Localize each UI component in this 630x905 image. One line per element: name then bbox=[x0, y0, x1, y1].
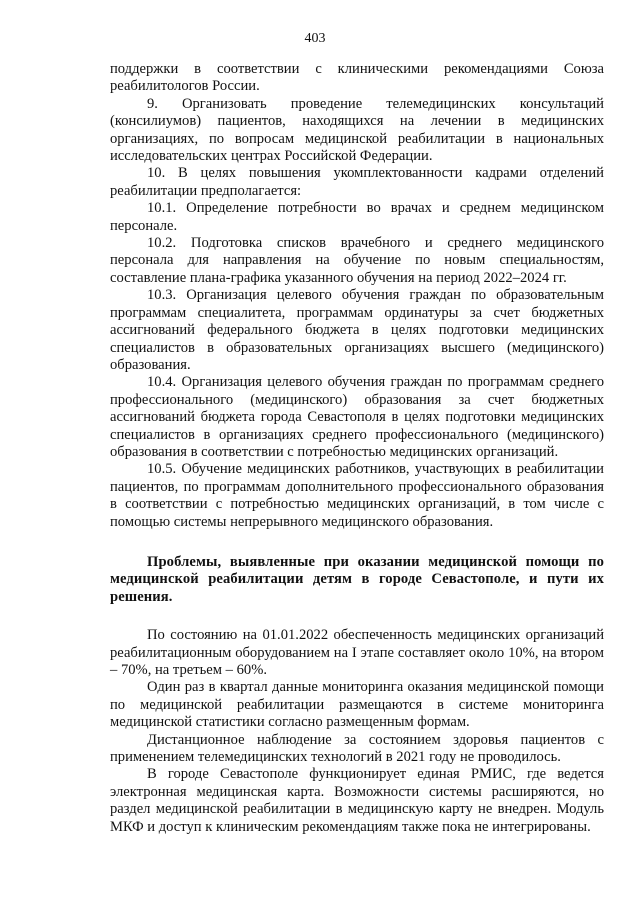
paragraph-item-10-1: 10.1. Определение потребности во врачах и среднем медицинском персонале. bbox=[110, 200, 604, 234]
paragraph-item-10-3: 10.3. Организация целевого обучения граждан по образовательным программам специалитета, программам ординатуры за счет бюджетных ассигнований федерального бюджета в целях подготовки медицинских специалистов в образовательных организациях высшего (медицинского) образования. bbox=[110, 287, 604, 373]
paragraph-item-10-5: 10.5. Обучение медицинских работников, участвующих в реабилитации пациентов, по программам дополнительного профессионального образования в соответствии с потребностью медицинских организаций, в том числе с помощью системы непрерывного медицинского образования. bbox=[110, 461, 604, 530]
paragraph-item-10-2: 10.2. Подготовка списков врачебного и среднего медицинского персонала для направления на обучение по новым специальностям, составление плана-графика указанного обучения на период 2022–2024 гг. bbox=[110, 235, 604, 286]
paragraph-rmis: В городе Севастополе функционирует единая РМИС, где ведется электронная медицинская карта. Возможности системы расширяются, но раздел медицинской реабилитации в медицинскую карту не внедрен. Модуль МКФ и доступ к клиническим рекомендациям также пока не интегрированы. bbox=[110, 766, 604, 835]
section-heading: Проблемы, выявленные при оказании медицинской помощи по медицинской реабилитации детям в городе Севастополе, и пути их решения. bbox=[110, 553, 604, 605]
paragraph-item-10: 10. В целях повышения укомплектованности кадрами отделений реабилитации предполагается: bbox=[110, 165, 604, 199]
paragraph-monitoring: Один раз в квартал данные мониторинга оказания медицинской помощи по медицинской реабилитации размещаются в системе мониторинга медицинской статистики согласно размещенным формам. bbox=[110, 679, 604, 731]
paragraph-remote-observation: Дистанционное наблюдение за состоянием здоровья пациентов с применением телемедицинских технологий в 2021 году не проводилось. bbox=[110, 731, 604, 766]
document-body bbox=[110, 61, 604, 836]
paragraph-item-9: 9. Организовать проведение телемедицинских консультаций (консилиумов) пациентов, находящихся на лечении в медицинских организациях, по вопросам медицинской реабилитации в национальных исследовательских центрах Российской Федерации. bbox=[110, 95, 604, 165]
page-number: 403 bbox=[304, 31, 326, 46]
paragraph-item-10-4: 10.4. Организация целевого обучения граждан по программам среднего профессионального (медицинского) образования за счет бюджетных ассигнований бюджета города Севастополя в целях подготовки медицинских специалистов в организациях среднего профессионального (медицинского) образования в соответствии с потребностью медицинских организаций. bbox=[110, 374, 604, 460]
paragraph-continuation: поддержки в соответствии с клиническими рекомендациями Союза реабилитологов России. bbox=[110, 61, 604, 95]
paragraph-equipment-status: По состоянию на 01.01.2022 обеспеченность медицинских организаций реабилитационным оборудованием на I этапе составляет около 10%, на втором – 70%, на третьем – 60%. bbox=[110, 627, 604, 678]
